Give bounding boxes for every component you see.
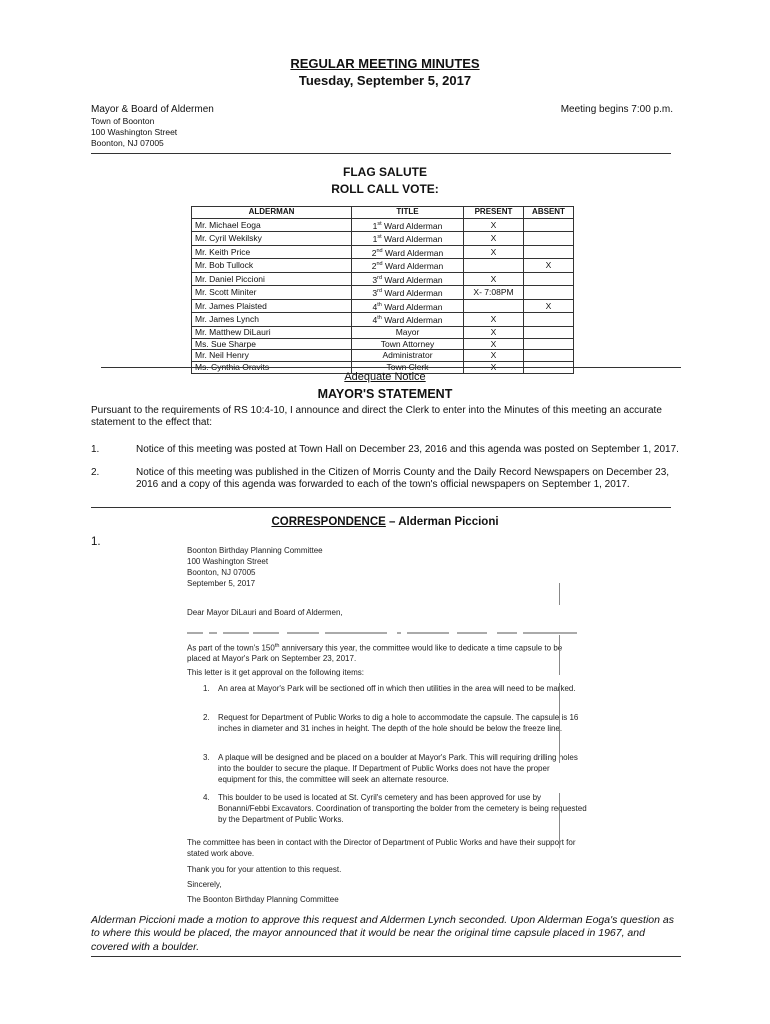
scan-artifact-line [559,683,560,763]
absent-mark [524,350,574,362]
letter-closing: Sincerely, [187,880,222,889]
col-header-absent: ABSENT [524,207,574,219]
divider [91,507,671,508]
present-mark: X [464,350,524,362]
alderman-name: Mr. Matthew DiLauri [192,326,352,338]
present-mark [464,259,524,273]
alderman-name: Ms. Sue Sharpe [192,338,352,350]
roll-table-body [192,218,574,373]
statement-intro: Pursuant to the requirements of RS 10:4-10, I announce and direct the Clerk to enter into the Minutes of this meeting an accurate statement to the effect that: [91,405,662,428]
title-text: Ward Alderman [382,274,443,285]
alderman-title [352,245,464,259]
alderman-name: Mr. Cyril Wekilsky [192,232,352,246]
ordinal-suffix: nd [376,247,383,254]
title-text: Ward Alderman [381,234,443,245]
meeting-date: Tuesday, September 5, 2017 [298,73,472,88]
divider [91,956,681,957]
title-block [0,56,770,90]
scan-artifact-line [559,583,560,605]
document-title: REGULAR MEETING MINUTES [290,56,480,71]
alderman-name: Mr. Neil Henry [192,350,352,362]
list-text: Notice of this meeting was published in the Citizen of Morris County and the Daily Record Newspapers on December 23, 2016 and a copy of this agenda was forwarded to each of the town's official newspapers on September 1, 2017. [136,467,670,490]
letter-from-3: Boonton, NJ 07005 [187,568,256,577]
title-text: Ward Alderman [382,247,444,258]
divider [101,367,681,368]
table-row [192,286,574,300]
ordinal-suffix: st [377,234,382,241]
table-row [192,259,574,273]
alderman-title [352,286,464,300]
absent-mark [524,286,574,300]
absent-mark [524,338,574,350]
title-text: Ward Alderman [382,288,443,299]
letter-date: September 5, 2017 [187,579,256,588]
alderman-title [352,299,464,313]
list-number: 2. [91,467,100,478]
present-mark: X [464,232,524,246]
scanned-letter: Boonton Birthday Planning Committee 100 Washington Street Boonton, NJ 07005 September 5, 2017 Dear Mayor DiLauri and Board of Aldermen, As part of the town's 150th anniversary this year, the committee would like to dedicate a time capsule to be placed at Mayor's Park on September 23, 2017. This letter is it get approval on the following items: 1. An area at Mayor's Park will be sectioned off in which then utilities in the area will need to be marked. 2. Request for Department of Public Works to dig a hole to accommodate the capsule. The capsule is 16 inches in diameter and 31 inches in height. The depth of the hole should be below the freeze line. 3. A plaque will be designed and be placed on a boulder at Mayor's Park. This will requiring drilling holes into the boulder to secure the plaque. If Department of Public Works does not have the proper equipment for this, the committee will seek an alternate resource. 4. This boulder to be used is located at St. Cyril's cemetery and has been approved for use by Bonanni/Febbi Excavators. Coordination of transporting the bolder from the cemetery is being requested by the Department of Public Works. The committee has been in contact with the Director of Department of Public Works and have their support for stated work above. Thank you for your attention to this request. Sincerely, The Boonton Birthday Planning Committee [187,546,587,904]
title-text: Administrator [382,350,433,361]
present-mark: X [464,272,524,286]
alderman-title [352,272,464,286]
letter-from-1: Boonton Birthday Planning Committee [187,546,323,555]
ward-number: 4 [372,315,378,326]
alderman-name: Mr. James Lynch [192,313,352,327]
correspondence-heading [0,516,770,528]
alderman-title [352,259,464,273]
mayors-statement-heading: MAYOR'S STATEMENT [317,387,453,401]
table-header-row [192,207,574,219]
title-text: Town Attorney [380,338,435,349]
alderman-name: Mr. Scott Miniter [192,286,352,300]
table-row [192,299,574,313]
title-text: Ward Alderman [381,220,443,231]
header-town: Town of Boonton [91,116,155,126]
table-row [192,218,574,232]
title-text: Ward Alderman [381,301,443,312]
header-city: Boonton, NJ 07005 [91,138,164,148]
ordinal-suffix: th [377,315,382,322]
col-header-title: TITLE [352,207,464,219]
header-org: Mayor & Board of Aldermen [91,104,214,115]
present-mark: X- 7:08PM [464,286,524,300]
ward-number: 1 [372,234,378,245]
present-mark: X [464,218,524,232]
letter-signature: The Boonton Birthday Planning Committee [187,895,339,904]
alderman-name: Mr. Keith Price [192,245,352,259]
absent-mark [524,245,574,259]
correspondence-number: 1. [91,536,101,548]
present-mark: X [464,313,524,327]
ward-number: 3 [372,288,378,299]
alderman-title [352,218,464,232]
list-text: Notice of this meeting was posted at Town Hall on December 23, 2016 and this agenda was posted on September 1, 2017. [136,444,679,455]
header-address [91,103,214,149]
alderman-name: Mr. James Plaisted [192,299,352,313]
col-header-alderman: ALDERMAN [192,207,352,219]
scan-artifact-line [559,793,560,848]
col-header-present: PRESENT [464,207,524,219]
letter-paragraph-1: As part of the town's 150th anniversary this year, the committee would like to dedicate a time capsule to be placed at Mayor's Park on September 23, 2017. [187,643,563,664]
alderman-title [352,338,464,350]
letter-from-2: 100 Washington Street [187,557,269,566]
alderman-name: Mr. Bob Tullock [192,259,352,273]
motion-paragraph: Alderman Piccioni made a motion to approve this request and Aldermen Lynch seconded. Upon Alderman Eoga's question as to where this would be placed, the mayor announced that it would be near the original time capsule placed in 1967, and covered with a boulder. [91,914,674,953]
title-text: Ward Alderman [382,261,444,272]
alderman-name: Ms. Cynthia Oravits [192,362,352,374]
scan-artifact-line [187,630,577,636]
roll-call-table [191,206,574,374]
scan-artifact-line [559,635,560,675]
table-row [192,326,574,338]
ordinal-suffix: st [377,220,382,227]
present-mark: X [464,338,524,350]
table-row [192,350,574,362]
present-mark: X [464,245,524,259]
header-street: 100 Washington Street [91,127,178,137]
title-text: Mayor [395,326,420,337]
alderman-title [352,232,464,246]
list-number: 1. [91,444,100,455]
adequate-notice-heading: Adequate Notice [344,371,426,383]
correspondence-suffix: – Alderman Piccioni [385,516,499,528]
table-row [192,272,574,286]
absent-mark [524,218,574,232]
absent-mark: X [524,299,574,313]
absent-mark [524,326,574,338]
present-mark: X [464,362,524,374]
ordinal-suffix: nd [376,261,383,268]
present-mark: X [464,326,524,338]
ward-number: 4 [372,301,378,312]
alderman-title [352,313,464,327]
letter-paragraph-4: Thank you for your attention to this request. [187,865,342,874]
title-text: Town Clerk [386,362,429,373]
table-row [192,245,574,259]
absent-mark: X [524,259,574,273]
table-row [192,338,574,350]
absent-mark [524,272,574,286]
title-text: Ward Alderman [381,315,443,326]
ordinal-suffix: rd [377,288,382,295]
roll-call-heading: ROLL CALL VOTE: [331,182,439,196]
divider [91,153,671,154]
alderman-title [352,326,464,338]
ward-number: 1 [372,220,378,231]
ward-number: 2 [371,247,377,258]
flag-salute-heading: FLAG SALUTE [343,165,427,179]
letter-paragraph-3: The committee has been in contact with the Director of Department of Public Works and have their support for stated work above. [187,838,576,858]
letter-salutation: Dear Mayor DiLauri and Board of Aldermen, [187,608,343,617]
absent-mark [524,232,574,246]
ward-number: 3 [372,274,378,285]
table-row [192,232,574,246]
letter-paragraph-2: This letter is it get approval on the following items: [187,668,364,677]
alderman-name: Mr. Daniel Piccioni [192,272,352,286]
ward-number: 2 [371,261,377,272]
ordinal-suffix: th [377,301,382,308]
alderman-title [352,350,464,362]
present-mark [464,299,524,313]
table-row [192,313,574,327]
ordinal-suffix: rd [377,274,382,281]
correspondence-label: CORRESPONDENCE [271,516,386,528]
absent-mark [524,313,574,327]
alderman-name: Mr. Michael Eoga [192,218,352,232]
meeting-time: Meeting begins 7:00 p.m. [560,104,673,115]
